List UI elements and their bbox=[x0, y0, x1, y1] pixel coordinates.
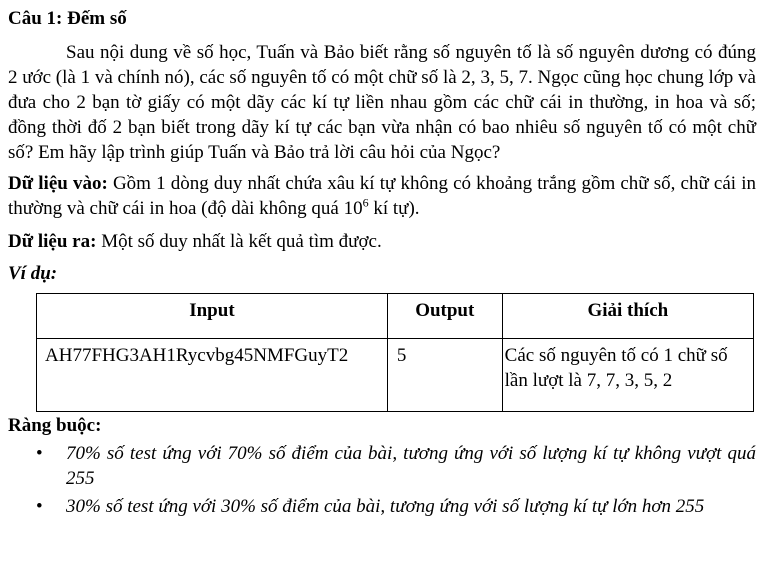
problem-title: Câu 1: Đếm số bbox=[8, 8, 127, 29]
bullet-icon: • bbox=[36, 496, 43, 517]
problem-document bbox=[8, 6, 756, 519]
output-text: Một số duy nhất là kết quả tìm được. bbox=[96, 231, 382, 252]
input-label: Dữ liệu vào: bbox=[8, 173, 108, 194]
constraint-item bbox=[8, 441, 756, 491]
bullet-icon: • bbox=[36, 443, 43, 464]
cell-explanation: Các số nguyên tố có 1 chữ số lần lượt là 7, 7, 3, 5, 2 bbox=[502, 339, 753, 412]
constraints-label: Ràng buộc: bbox=[8, 415, 102, 436]
input-exponent: 6 bbox=[362, 195, 369, 210]
constraint-text: 70% số test ứng với 70% số điểm của bài, tương ứng với số lượng kí tự không vượt quá 255 bbox=[66, 443, 756, 489]
cell-input: AH77FHG3AH1Rycvbg45NMFGuyT2 bbox=[37, 339, 388, 412]
input-description bbox=[8, 171, 756, 221]
input-suffix: kí tự). bbox=[368, 198, 420, 219]
header-input: Input bbox=[37, 294, 388, 339]
input-text: Gồm 1 dòng duy nhất chứa xâu kí tự không có khoảng trắng gồm chữ số, chữ cái in thường và chữ cái in hoa (độ dài không quá 10 bbox=[8, 173, 756, 219]
constraint-item bbox=[8, 494, 756, 519]
header-explanation: Giải thích bbox=[502, 294, 753, 339]
constraints-list bbox=[8, 441, 756, 519]
example-header-row bbox=[37, 294, 754, 339]
example-table bbox=[36, 293, 754, 412]
header-output: Output bbox=[387, 294, 502, 339]
example-data-row bbox=[37, 339, 754, 412]
example-label: Ví dụ: bbox=[8, 263, 58, 284]
cell-output: 5 bbox=[387, 339, 502, 412]
output-label: Dữ liệu ra: bbox=[8, 231, 97, 252]
problem-statement: Sau nội dung về số học, Tuấn và Bảo biết rằng số nguyên tố là số nguyên dương có đúng 2 ước (là 1 và chính nó), các số nguyên tố có một chữ số là 2, 3, 5, 7. Ngọc cũng học chung lớp và đưa cho 2 bạn tờ giấy có một dãy các kí tự liền nhau gồm các chữ cái in thường, in hoa và số; đồng thời đố 2 bạn biết trong dãy kí tự các bạn vừa nhận có bao nhiêu số nguyên tố có một chữ số? Em hãy lập trình giúp Tuấn và Bảo trả lời câu hỏi của Ngọc? bbox=[8, 42, 756, 163]
constraint-text: 30% số test ứng với 30% số điểm của bài, tương ứng với số lượng kí tự lớn hơn 255 bbox=[66, 496, 705, 517]
output-description bbox=[8, 229, 756, 254]
